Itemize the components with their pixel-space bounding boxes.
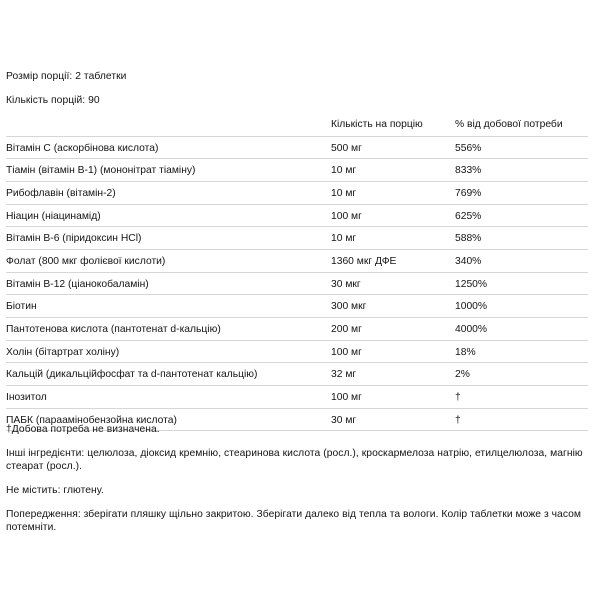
ingredient-name: Фолат (800 мкг фолієвої кислоти)	[6, 255, 166, 267]
ingredient-name: Вітамін В-6 (піридоксин HCl)	[6, 233, 142, 245]
label-notes	[6, 423, 586, 545]
amount-per-serving: 32 мг	[331, 369, 357, 381]
table-row	[6, 250, 588, 273]
ingredient-name: Вітамін С (аскорбінова кислота)	[6, 142, 159, 154]
table-row	[6, 295, 588, 318]
ingredient-name: ПАБК (параамінобензойна кислота)	[6, 414, 177, 426]
ingredient-name: Біотин	[6, 301, 37, 313]
table-row	[6, 318, 588, 341]
amount-per-serving: 30 мг	[331, 414, 357, 426]
amount-per-serving: 10 мг	[331, 187, 357, 199]
daily-value-percent: 340%	[455, 255, 482, 267]
daily-value-percent: 625%	[455, 210, 482, 222]
amount-per-serving: 300 мкг	[331, 301, 367, 313]
ingredient-name: Ніацин (ніацинамід)	[6, 210, 101, 222]
amount-per-serving: 500 мг	[331, 142, 362, 154]
daily-value-percent: †	[455, 414, 461, 426]
ingredient-name: Вітамін В-12 (ціанокобаламін)	[6, 278, 149, 290]
daily-value-percent: 18%	[455, 346, 476, 358]
amount-per-serving: 100 мг	[331, 392, 362, 404]
table-row	[6, 273, 588, 296]
column-header-daily-value: % від добової потреби	[455, 119, 563, 130]
serving-size: Розмір порції: 2 таблетки	[6, 71, 127, 82]
table-row	[6, 159, 588, 182]
daily-value-percent: 833%	[455, 165, 482, 177]
amount-per-serving: 200 мг	[331, 324, 362, 335]
free-of-note: Не містить: глютену.	[6, 485, 104, 496]
table-row	[6, 182, 588, 205]
ingredient-name: Інозитол	[6, 392, 47, 404]
servings-count: Кількість порцій: 90	[6, 95, 100, 106]
table-row	[6, 137, 588, 160]
table-row	[6, 386, 588, 409]
table-body	[6, 137, 588, 432]
ingredient-name: Кальцій (дикальційфосфат та d-пантотенат кальцію)	[6, 369, 258, 381]
amount-per-serving: 10 мг	[331, 165, 357, 177]
daily-value-note: †Добова потреба не визначена.	[6, 424, 160, 435]
amount-per-serving: 10 мг	[331, 233, 357, 245]
table-row	[6, 341, 588, 364]
daily-value-percent: 556%	[455, 142, 482, 154]
daily-value-percent: †	[455, 392, 461, 404]
table-row	[6, 227, 588, 250]
daily-value-percent: 1250%	[455, 278, 488, 290]
ingredient-name: Пантотенова кислота (пантотенат d-кальцію)	[6, 324, 221, 335]
amount-per-serving: 30 мкг	[331, 278, 361, 290]
ingredient-name: Рибофлавін (вітамін-2)	[6, 187, 116, 199]
daily-value-percent: 4000%	[455, 324, 488, 335]
ingredient-name: Холін (бітартрат холіну)	[6, 346, 120, 358]
amount-per-serving: 100 мг	[331, 346, 362, 358]
ingredient-name: Тіамін (вітамін В-1) (мононітрат тіаміну)	[6, 165, 196, 177]
daily-value-percent: 1000%	[455, 301, 488, 313]
other-ingredients-note: Інші інгредієнти: целюлоза, діоксид кремнію, стеаринова кислота (росл.), кроскармелоза натрію, етилцелюлоза, магнію стеарат (росл.).	[6, 448, 583, 472]
daily-value-percent: 588%	[455, 233, 482, 245]
amount-per-serving: 100 мг	[331, 210, 362, 222]
warning-note: Попередження: зберігати пляшку щільно закритою. Зберігати далеко від тепла та вологи. Колір таблетки може з часом потемніти.	[6, 509, 582, 533]
daily-value-percent: 769%	[455, 187, 482, 199]
table-header-row	[6, 113, 588, 137]
table-row	[6, 205, 588, 228]
amount-per-serving: 1360 мкг ДФЕ	[331, 255, 397, 267]
table-row	[6, 363, 588, 386]
daily-value-percent: 2%	[455, 369, 470, 381]
column-header-amount: Кількість на порцію	[331, 119, 423, 130]
nutrition-table	[6, 113, 588, 431]
